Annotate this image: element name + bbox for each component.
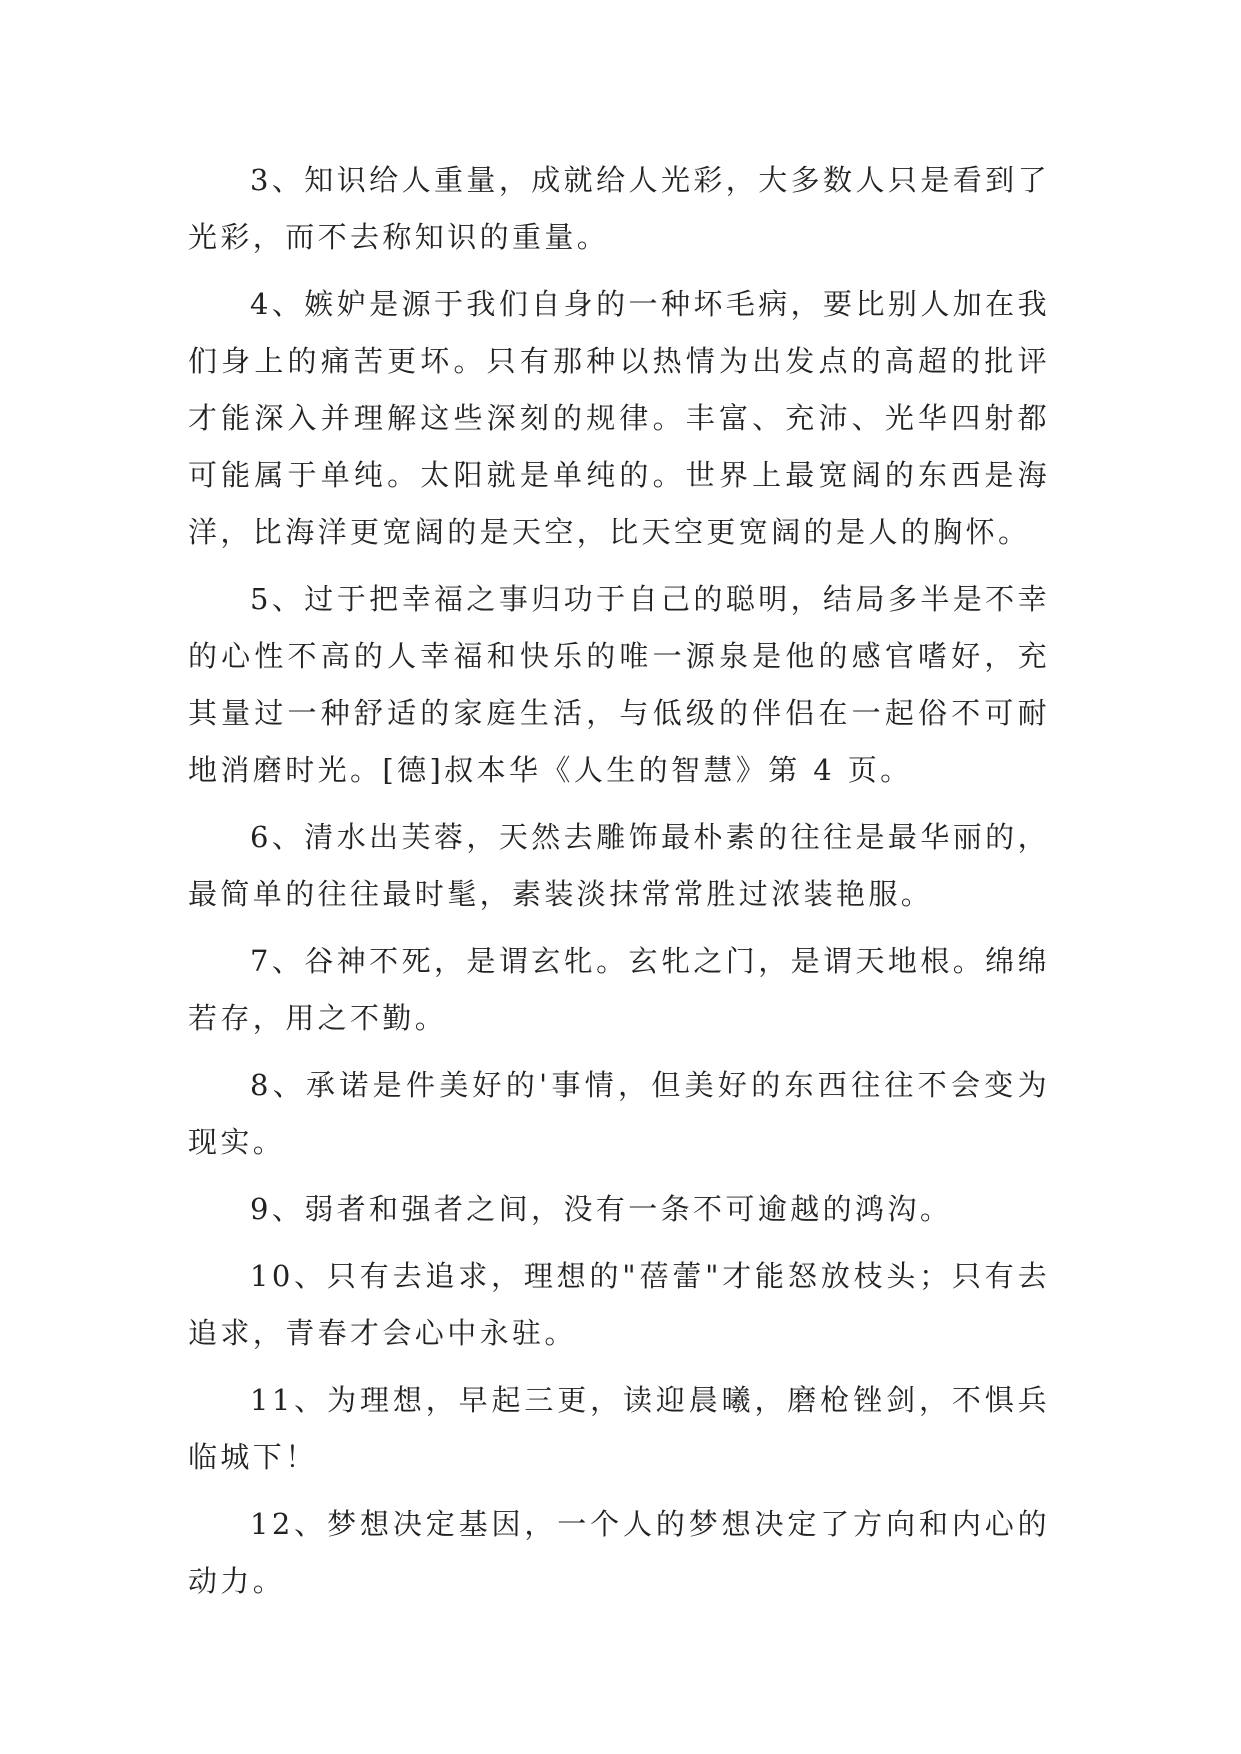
paragraph-item-10: 10、只有去追求，理想的"蓓蕾"才能怒放枝头；只有去追求，青春才会心中永驻。 <box>188 1259 1050 1350</box>
paragraph-item-4: 4、嫉妒是源于我们自身的一种坏毛病，要比别人加在我们身上的痛苦更坏。只有那种以热情为出发点的高超的批评才能深入并理解这些深刻的规律。丰富、充沛、光华四射都可能属于单纯。太阳就是单纯的。世界上最宽阔的东西是海洋，比海洋更宽阔的是天空，比天空更宽阔的是人的胸怀。 <box>188 287 1050 549</box>
paragraph-item-7: 7、谷神不死，是谓玄牝。玄牝之门，是谓天地根。绵绵若存，用之不勤。 <box>188 944 1050 1035</box>
paragraph-item-12: 12、梦想决定基因，一个人的梦想决定了方向和内心的动力。 <box>188 1507 1050 1598</box>
document-page <box>188 152 1050 1620</box>
paragraph-item-3: 3、知识给人重量，成就给人光彩，大多数人只是看到了光彩，而不去称知识的重量。 <box>188 163 1050 254</box>
paragraph-item-6: 6、清水出芙蓉，天然去雕饰最朴素的往往是最华丽的，最简单的往往最时髦，素装淡抹常常胜过浓装艳服。 <box>188 820 1050 911</box>
paragraph-item-9: 9、弱者和强者之间，没有一条不可逾越的鸿沟。 <box>250 1192 953 1226</box>
paragraph-item-8: 8、承诺是件美好的'事情，但美好的东西往往不会变为现实。 <box>188 1068 1050 1159</box>
paragraph-item-5: 5、过于把幸福之事归功于自己的聪明，结局多半是不幸的心性不高的人幸福和快乐的唯一源泉是他的感官嗜好，充其量过一种舒适的家庭生活，与低级的伴侣在一起俗不可耐地消磨时光。[德]叔本华《人生的智慧》第 4 页。 <box>188 582 1050 787</box>
paragraph-item-11: 11、为理想，早起三更，读迎晨曦，磨枪锉剑，不惧兵临城下！ <box>188 1383 1050 1474</box>
